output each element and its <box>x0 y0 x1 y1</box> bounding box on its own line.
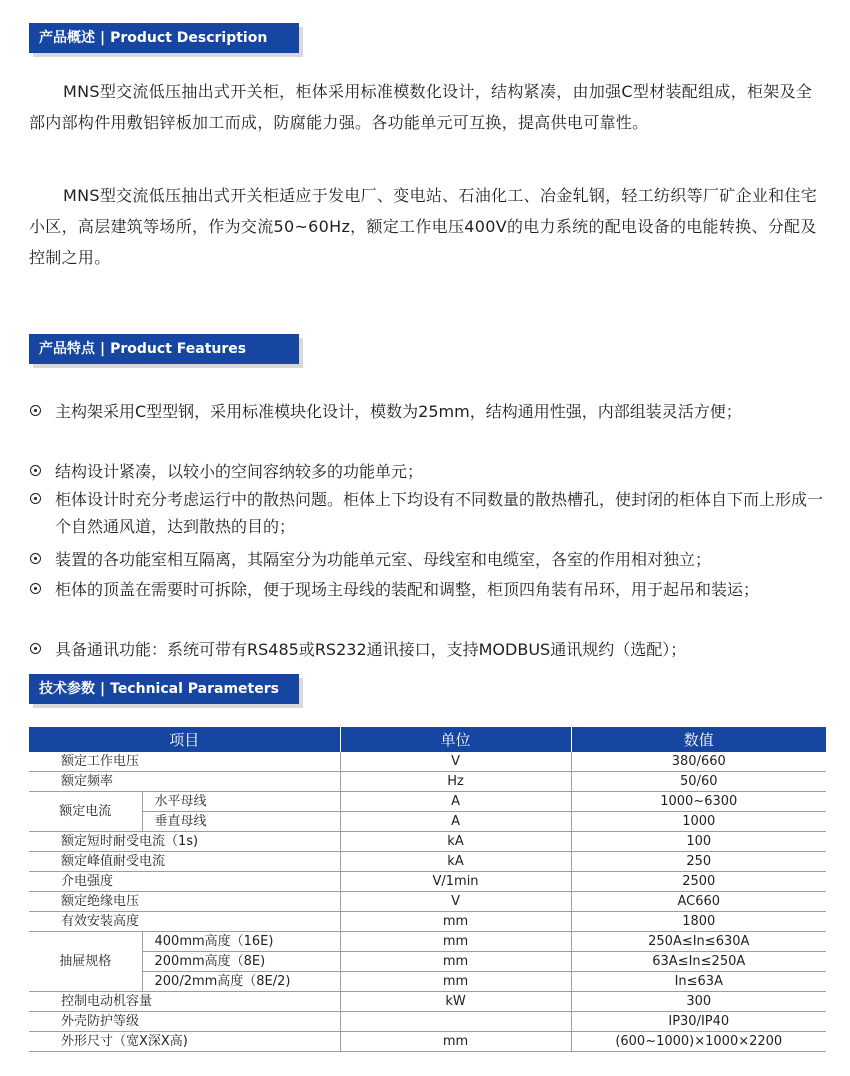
section-banner-description <box>29 23 299 53</box>
table-row <box>29 852 826 872</box>
bullet-circle-icon <box>30 553 41 564</box>
section-title-cn: 产品概述 <box>39 30 95 46</box>
param-value: 50/60 <box>571 772 826 792</box>
bullet-circle-icon <box>30 583 41 594</box>
feature-item <box>29 546 827 573</box>
section-title-en: Product Features <box>110 341 247 357</box>
table-row <box>29 812 826 832</box>
section-title-en: Product Description <box>110 30 268 46</box>
param-value: (600~1000)×1000×2200 <box>571 1032 826 1052</box>
header-item: 项目 <box>29 727 340 752</box>
param-name: 介电强度 <box>29 872 340 892</box>
table-header-row <box>29 727 826 752</box>
param-unit: V/1min <box>340 872 571 892</box>
param-group: 额定电流 <box>29 792 142 832</box>
table-row <box>29 912 826 932</box>
feature-text: 柜体设计时充分考虑运行中的散热问题。柜体上下均设有不同数量的散热槽孔，使封闭的柜体自下而上形成一个自然通风道，达到散热的目的； <box>55 490 824 536</box>
param-unit: A <box>340 792 571 812</box>
param-unit: A <box>340 812 571 832</box>
bullet-circle-icon <box>30 493 41 504</box>
param-unit: mm <box>340 1032 571 1052</box>
param-value: 250 <box>571 852 826 872</box>
bullet-circle-icon <box>30 643 41 654</box>
param-value: 250A≤In≤630A <box>571 932 826 952</box>
feature-item <box>29 576 827 603</box>
param-unit: kW <box>340 992 571 1012</box>
bullet-circle-icon <box>30 405 41 416</box>
param-value: 380/660 <box>571 752 826 772</box>
section-title-cn: 产品特点 <box>39 341 95 357</box>
feature-text: 具备通讯功能：系统可带有RS485或RS232通讯接口，支持MODBUS通讯规约（选配）； <box>55 640 687 659</box>
table-row <box>29 932 826 952</box>
param-value: 100 <box>571 832 826 852</box>
section-title-en: Technical Parameters <box>110 681 279 697</box>
param-name: 额定频率 <box>29 772 340 792</box>
description-paragraph-1: MNS型交流低压抽出式开关柜，柜体采用标准模数化设计，结构紧凑，由加强C型材装配组成，柜架及全部内部构件用敷铝锌板加工而成，防腐能力强。各功能单元可互换，提高供电可靠性。 <box>29 82 813 132</box>
feature-item <box>29 486 827 540</box>
feature-text: 主构架采用C型型钢，采用标准模块化设计，模数为25mm，结构通用性强，内部组装灵活方便； <box>55 402 742 421</box>
param-name: 外壳防护等级 <box>29 1012 340 1032</box>
param-unit: mm <box>340 932 571 952</box>
param-value: 300 <box>571 992 826 1012</box>
table-row <box>29 772 826 792</box>
feature-text: 结构设计紧凑，以较小的空间容纳较多的功能单元； <box>55 462 424 481</box>
param-unit: Hz <box>340 772 571 792</box>
bullet-circle-icon <box>30 465 41 476</box>
table-row <box>29 872 826 892</box>
table-row <box>29 1032 826 1052</box>
param-group: 抽屉规格 <box>29 932 142 992</box>
table-row <box>29 832 826 852</box>
description-paragraph-2: MNS型交流低压抽出式开关柜适应于发电厂、变电站、石油化工、冶金轧钢，轻工纺织等厂矿企业和住宅小区，高层建筑等场所，作为交流50~60Hz，额定工作电压400V的电力系统的配电设备的电能转换、分配及控制之用。 <box>29 186 818 267</box>
header-value: 数值 <box>571 727 826 752</box>
table-row <box>29 1012 826 1032</box>
feature-item <box>29 458 827 485</box>
section-separator: | <box>100 341 106 357</box>
section-separator: | <box>100 681 106 697</box>
param-sub-name: 水平母线 <box>142 792 340 812</box>
param-name: 有效安装高度 <box>29 912 340 932</box>
param-name: 控制电动机容量 <box>29 992 340 1012</box>
feature-text: 柜体的顶盖在需要时可拆除，便于现场主母线的装配和调整，柜顶四角装有吊环，用于起吊和装运； <box>55 580 760 599</box>
param-name: 额定峰值耐受电流 <box>29 852 340 872</box>
param-unit: kA <box>340 852 571 872</box>
param-value: IP30/IP40 <box>571 1012 826 1032</box>
param-value: 1800 <box>571 912 826 932</box>
param-name: 额定绝缘电压 <box>29 892 340 912</box>
param-unit: mm <box>340 972 571 992</box>
feature-item <box>29 398 827 425</box>
feature-text: 装置的各功能室相互隔离，其隔室分为功能单元室、母线室和电缆室，各室的作用相对独立； <box>55 550 712 569</box>
table-row <box>29 952 826 972</box>
param-name: 额定工作电压 <box>29 752 340 772</box>
table-row <box>29 992 826 1012</box>
param-value: AC660 <box>571 892 826 912</box>
param-value: In≤63A <box>571 972 826 992</box>
technical-parameters-table <box>29 727 826 1052</box>
feature-item <box>29 636 827 663</box>
param-value: 1000 <box>571 812 826 832</box>
section-banner-parameters <box>29 674 299 704</box>
header-unit: 单位 <box>340 727 571 752</box>
section-banner-features <box>29 334 299 364</box>
param-sub-name: 400mm高度（16E) <box>142 932 340 952</box>
section-title-cn: 技术参数 <box>39 681 95 697</box>
param-unit: mm <box>340 912 571 932</box>
section-separator: | <box>100 30 106 46</box>
param-name: 额定短时耐受电流（1s) <box>29 832 340 852</box>
param-unit: V <box>340 892 571 912</box>
param-unit: V <box>340 752 571 772</box>
table-row <box>29 892 826 912</box>
param-name: 外形尺寸（宽X深X高) <box>29 1032 340 1052</box>
param-value: 63A≤In≤250A <box>571 952 826 972</box>
param-value: 1000~6300 <box>571 792 826 812</box>
param-unit: kA <box>340 832 571 852</box>
table-row <box>29 752 826 772</box>
param-unit: mm <box>340 952 571 972</box>
table-row <box>29 972 826 992</box>
table-row <box>29 792 826 812</box>
param-sub-name: 200mm高度（8E) <box>142 952 340 972</box>
param-sub-name: 200/2mm高度（8E/2) <box>142 972 340 992</box>
param-value: 2500 <box>571 872 826 892</box>
param-sub-name: 垂直母线 <box>142 812 340 832</box>
param-unit <box>340 1012 571 1032</box>
